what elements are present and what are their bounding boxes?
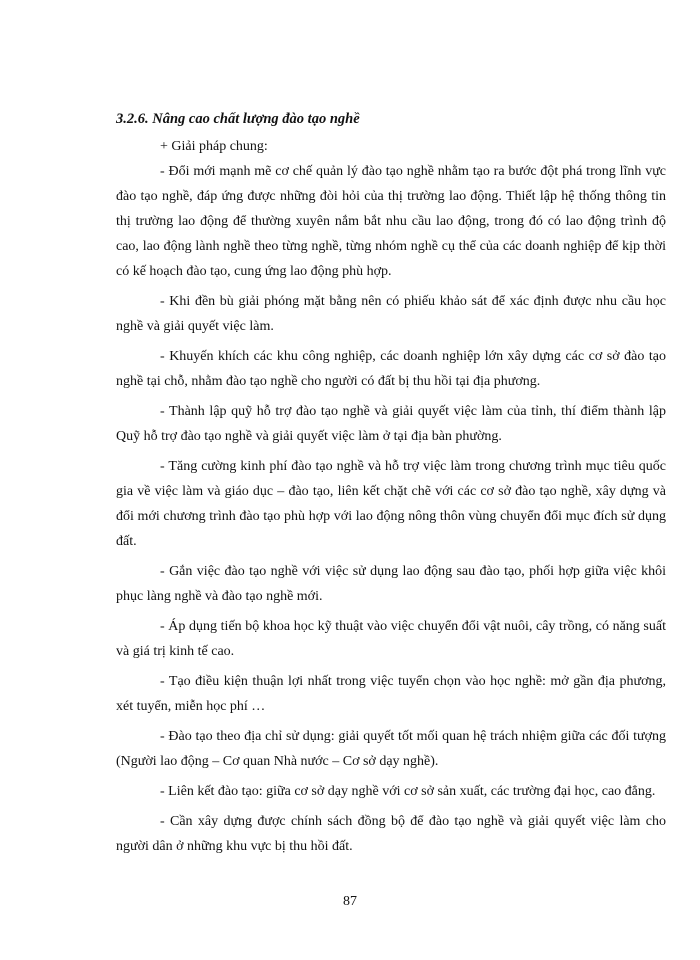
paragraph-9: - Đào tạo theo địa chỉ sử dụng: giải quyết tốt mối quan hệ trách nhiệm giữa các đối tượng (Người lao động – Cơ quan Nhà nước – Cơ sở dạy nghề). [116, 729, 666, 769]
paragraph-8: - Tạo điều kiện thuận lợi nhất trong việc tuyển chọn vào học nghề: mở gần địa phương, xét tuyển, miễn học phí … [116, 674, 666, 714]
paragraph-3: - Khuyến khích các khu công nghiệp, các doanh nghiệp lớn xây dựng các cơ sở đào tạo nghề tại chỗ, nhằm đào tạo nghề cho người có đất bị thu hồi tại địa phương. [116, 349, 666, 389]
paragraph-7: - Áp dụng tiến bộ khoa học kỹ thuật vào việc chuyển đổi vật nuôi, cây trồng, có năng suất và giá trị kinh tế cao. [116, 619, 666, 659]
paragraph-10: - Liên kết đào tạo: giữa cơ sở dạy nghề với cơ sở sản xuất, các trường đại học, cao đẳng. [160, 784, 656, 799]
paragraph-11: - Cần xây dựng được chính sách đồng bộ để đào tạo nghề và giải quyết việc làm cho người dân ở những khu vực bị thu hồi đất. [116, 814, 666, 854]
page-number: 87 [343, 894, 357, 909]
subheading-general-solutions: + Giải pháp chung: [160, 139, 268, 154]
paragraph-5: - Tăng cường kinh phí đào tạo nghề và hỗ trợ việc làm trong chương trình mục tiêu quốc gia về việc làm và giáo dục – đào tạo, liên kết chặt chẽ với các cơ sở đào tạo nghề, xây dựng và đổi mới chương trình đào tạo phù hợp với lao động nông thôn vùng chuyển đổi mục đích sử dụng đất. [116, 459, 666, 549]
section-heading: 3.2.6. Nâng cao chất lượng đào tạo nghề [116, 111, 360, 127]
paragraph-2: - Khi đền bù giải phóng mặt bằng nên có phiếu khảo sát để xác định được nhu cầu học nghề và giải quyết việc làm. [116, 294, 666, 334]
paragraph-1: - Đổi mới mạnh mẽ cơ chế quản lý đào tạo nghề nhằm tạo ra bước đột phá trong lĩnh vực đào tạo nghề, đáp ứng được những đòi hỏi của thị trường lao động. Thiết lập hệ thống thông tin thị trường lao động để thường xuyên nắm bắt nhu cầu lao động, trong đó có lao động trình độ cao, lao động lành nghề theo từng nghề, từng nhóm nghề cụ thể của các doanh nghiệp để kịp thời có kế hoạch đào tạo, cung ứng lao động phù hợp. [116, 164, 666, 279]
paragraph-4: - Thành lập quỹ hỗ trợ đào tạo nghề và giải quyết việc làm của tỉnh, thí điểm thành lập Quỹ hỗ trợ đào tạo nghề và giải quyết việc làm ở tại địa bàn phường. [116, 404, 666, 444]
page-content [116, 107, 666, 864]
paragraph-6: - Gắn việc đào tạo nghề với việc sử dụng lao động sau đào tạo, phối hợp giữa việc khôi phục làng nghề và đào tạo nghề mới. [116, 564, 666, 604]
